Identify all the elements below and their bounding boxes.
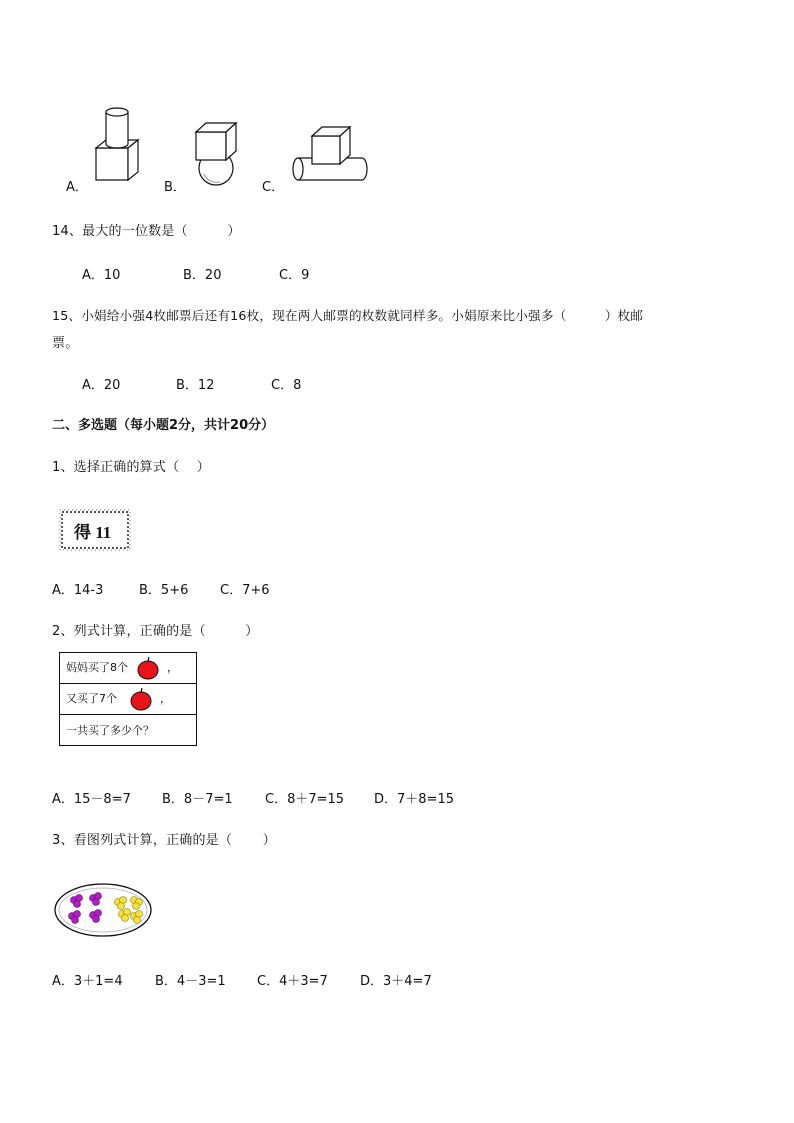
q14-option-c[interactable]: C．9 xyxy=(279,268,310,283)
mq1-option-c[interactable]: C．7+6 xyxy=(220,583,270,598)
mq2-option-a[interactable]: A．15－8=7 xyxy=(52,792,131,807)
section-title: 二、多选题（每小题2分，共计20分） xyxy=(52,418,275,433)
table-cell xyxy=(60,653,197,684)
mq1-stem: 1、选择正确的算式（ ） xyxy=(52,460,211,475)
row-comma: ， xyxy=(167,661,178,674)
figure-option-b xyxy=(190,118,242,190)
flower-plate xyxy=(52,880,154,940)
mq1-option-a[interactable]: A．14-3 xyxy=(52,583,104,598)
table-cell xyxy=(60,684,197,715)
score-box xyxy=(58,508,132,552)
q14-option-b[interactable]: B．20 xyxy=(183,268,222,283)
apple-table xyxy=(59,652,197,746)
q15-option-c[interactable]: C．8 xyxy=(271,378,302,393)
table-row xyxy=(60,715,197,746)
q15-option-a[interactable]: A．20 xyxy=(82,378,121,393)
row-text: 妈妈买了8个 xyxy=(66,661,128,674)
q15-option-b[interactable]: B．12 xyxy=(176,378,215,393)
q13-option-a-label[interactable]: A． xyxy=(66,180,88,195)
mq2-option-b[interactable]: B．8－7=1 xyxy=(162,792,233,807)
score-box-text: 得 11 xyxy=(74,523,112,542)
apple-icon xyxy=(136,656,160,680)
mq2-stem: 2、列式计算，正确的是（ ） xyxy=(52,624,259,639)
figure-option-c xyxy=(288,122,372,186)
mq1-option-b[interactable]: B．5+6 xyxy=(139,583,189,598)
table-cell xyxy=(60,715,197,746)
mq3-option-c[interactable]: C．4＋3=7 xyxy=(257,974,328,989)
table-row xyxy=(60,653,197,684)
q15-stem-line2: 票。 xyxy=(52,336,79,351)
mq2-option-d[interactable]: D．7＋8=15 xyxy=(374,792,454,807)
row-comma: ， xyxy=(160,692,171,705)
apple-icon xyxy=(129,687,153,711)
row-text: 一共买了多少个？ xyxy=(66,724,154,737)
row-text: 又买了7个 xyxy=(66,692,117,705)
mq2-option-c[interactable]: C．8＋7=15 xyxy=(265,792,345,807)
mq3-option-b[interactable]: B．4－3=1 xyxy=(155,974,226,989)
q13-option-c-label[interactable]: C． xyxy=(262,180,285,195)
figure-option-a xyxy=(92,102,142,184)
q14-stem: 14、最大的一位数是（ ） xyxy=(52,224,241,239)
q14-option-a[interactable]: A．10 xyxy=(82,268,121,283)
mq3-stem: 3、看图列式计算，正确的是（ ） xyxy=(52,833,277,848)
mq3-option-a[interactable]: A．3＋1=4 xyxy=(52,974,123,989)
mq3-option-d[interactable]: D．3＋4=7 xyxy=(360,974,432,989)
table-row xyxy=(60,684,197,715)
q15-stem-line1: 15、小娟给小强4枚邮票后还有16枚，现在两人邮票的枚数就同样多。小娟原来比小强多（ ）枚邮 xyxy=(52,308,644,323)
q13-option-b-label[interactable]: B． xyxy=(164,180,186,195)
